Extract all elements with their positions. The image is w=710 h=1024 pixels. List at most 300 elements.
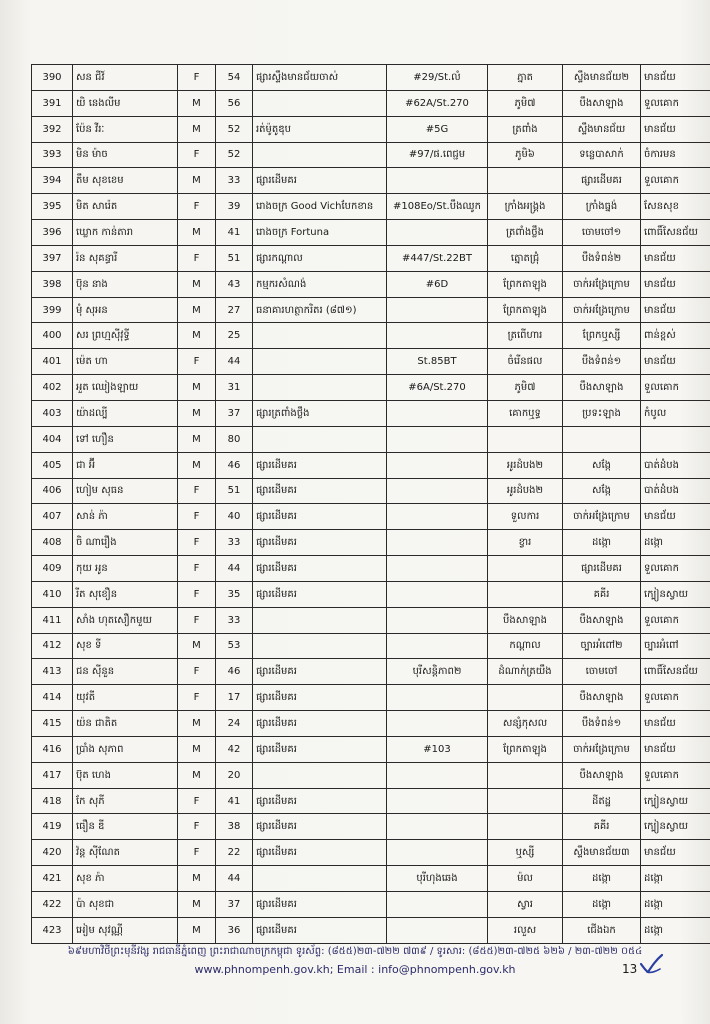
cell-workplace: ផ្សារដើមគរ	[253, 504, 387, 530]
cell-district	[641, 426, 710, 452]
cell-age: 25	[216, 323, 253, 349]
cell-village	[488, 556, 563, 582]
cell-commune: បឹងសាឡាង	[563, 90, 641, 116]
cell-row-number: 399	[32, 297, 73, 323]
cell-person-name: យ៉ាដល្បី	[73, 400, 178, 426]
cell-district: កំបូល	[641, 400, 710, 426]
cell-house-number: #5G	[387, 116, 488, 142]
cell-age: 42	[216, 736, 253, 762]
cell-village	[488, 685, 563, 711]
cell-district: សែនសុខ	[641, 194, 710, 220]
table-row	[32, 220, 710, 246]
cell-district: ក្បៀនស្វាយ	[641, 814, 710, 840]
cell-village	[488, 814, 563, 840]
cell-row-number: 414	[32, 685, 73, 711]
cell-age: 27	[216, 297, 253, 323]
cell-house-number	[387, 220, 488, 246]
cell-row-number: 401	[32, 349, 73, 375]
cell-row-number: 391	[32, 90, 73, 116]
cell-commune: ចោមចៅ	[563, 659, 641, 685]
cell-village: អូរដំបង២	[488, 478, 563, 504]
cell-person-name: កែ សុភី	[73, 788, 178, 814]
cell-district: មានជ័យ	[641, 245, 710, 271]
cell-workplace: ផ្សារដើមគរ	[253, 917, 387, 943]
cell-age: 51	[216, 478, 253, 504]
cell-district: ទួលគោក	[641, 762, 710, 788]
cell-age: 53	[216, 633, 253, 659]
cell-row-number: 413	[32, 659, 73, 685]
cell-person-name: មុំ សុអន	[73, 297, 178, 323]
cell-sex: M	[178, 452, 216, 478]
cell-age: 40	[216, 504, 253, 530]
cell-person-name: អៀម សុវណ្ណី	[73, 917, 178, 943]
cell-sex: M	[178, 116, 216, 142]
cell-person-name: ប៊ុន នាង	[73, 271, 178, 297]
cell-sex: F	[178, 685, 216, 711]
cell-person-name: មិត សារ៉េត	[73, 194, 178, 220]
cell-house-number: #447/St.22BT	[387, 245, 488, 271]
cell-village: ក្រាំងអង្គ្រង	[488, 194, 563, 220]
cell-village	[488, 581, 563, 607]
table-row	[32, 194, 710, 220]
cell-row-number: 397	[32, 245, 73, 271]
cell-village	[488, 426, 563, 452]
cell-age: 20	[216, 762, 253, 788]
cell-sex: F	[178, 245, 216, 271]
cell-workplace: ផ្សារដើមគរ	[253, 814, 387, 840]
footer-address: ៦៩មហាវិថីព្រះមុនីវង្ស រាជធានីភ្នំពេញ ព្រះរាជាណាចក្រកម្ពុជា ទូរស័ព្ទ: (៨៥៥)២៣-៧២២ ៧៣៩ / ទូរសារ: (៨៥៥)២៣-៧២៥ ៦២៦ / ២៣-៧២២ ០៥៤	[67, 946, 643, 957]
cell-person-name: ឃ្លោក កាន់តារា	[73, 220, 178, 246]
cell-house-number	[387, 685, 488, 711]
table-row	[32, 814, 710, 840]
cell-sex: M	[178, 711, 216, 737]
table-row	[32, 504, 710, 530]
cell-commune: ដង្កោ	[563, 530, 641, 556]
cell-district: ទួលគោក	[641, 90, 710, 116]
cell-house-number: #103	[387, 736, 488, 762]
cell-district: ពោធិ៍សែនជ័យ	[641, 659, 710, 685]
cell-person-name: សន ជីវ៍	[73, 65, 178, 91]
cell-district: ច្បារអំពៅ	[641, 633, 710, 659]
cell-house-number	[387, 762, 488, 788]
cell-district: មានជ័យ	[641, 116, 710, 142]
table-row	[32, 607, 710, 633]
cell-workplace	[253, 323, 387, 349]
cell-row-number: 415	[32, 711, 73, 737]
cell-house-number: #6D	[387, 271, 488, 297]
cell-person-name: សាន់ ភ៉ា	[73, 504, 178, 530]
cell-commune: ស្ទឹងមានជ័យ២	[563, 65, 641, 91]
table-row	[32, 297, 710, 323]
cell-row-number: 416	[32, 736, 73, 762]
cell-house-number: #97/ផ.ពេជ្ជម	[387, 142, 488, 168]
cell-person-name: ធឿន ឌី	[73, 814, 178, 840]
cell-age: 51	[216, 245, 253, 271]
cell-sex: F	[178, 840, 216, 866]
cell-house-number	[387, 840, 488, 866]
table-row	[32, 788, 710, 814]
table-row	[32, 633, 710, 659]
cell-house-number	[387, 478, 488, 504]
cell-person-name: ជា អ៊ី	[73, 452, 178, 478]
cell-commune	[563, 426, 641, 452]
cell-sex: F	[178, 530, 216, 556]
cell-district: ចំការមន	[641, 142, 710, 168]
cell-commune: ដង្កោ	[563, 892, 641, 918]
cell-workplace: រោងចក្រ Fortuna	[253, 220, 387, 246]
cell-house-number	[387, 426, 488, 452]
cell-village: ដំណាក់ត្រយឹង	[488, 659, 563, 685]
cell-village: ព្រែកតាឡុង	[488, 736, 563, 762]
cell-age: 52	[216, 142, 253, 168]
cell-row-number: 410	[32, 581, 73, 607]
cell-district: មានជ័យ	[641, 736, 710, 762]
cell-age: 43	[216, 271, 253, 297]
cell-age: 46	[216, 659, 253, 685]
cell-house-number	[387, 400, 488, 426]
cell-village: ខ្វារ	[488, 530, 563, 556]
cell-row-number: 406	[32, 478, 73, 504]
cell-village: ភូមិ៧	[488, 375, 563, 401]
cell-sex: M	[178, 375, 216, 401]
cell-workplace	[253, 349, 387, 375]
cell-workplace	[253, 375, 387, 401]
cell-village	[488, 168, 563, 194]
cell-house-number	[387, 504, 488, 530]
cell-row-number: 398	[32, 271, 73, 297]
cell-village: ឬស្សី	[488, 840, 563, 866]
cell-age: 54	[216, 65, 253, 91]
cell-row-number: 411	[32, 607, 73, 633]
cell-district: ដង្កោ	[641, 892, 710, 918]
cell-village: ត្នោតជ្រុំ	[488, 245, 563, 271]
cell-sex: F	[178, 788, 216, 814]
table-row	[32, 711, 710, 737]
cell-sex: F	[178, 814, 216, 840]
cell-workplace: រត់ម៉ូតូឌុប	[253, 116, 387, 142]
cell-workplace: ផ្សារដើមគរ	[253, 659, 387, 685]
cell-row-number: 402	[32, 375, 73, 401]
cell-person-name: វ៉ន្ត ស៊ីណែត	[73, 840, 178, 866]
cell-house-number: បុរីហុងឆេង	[387, 866, 488, 892]
cell-age: 41	[216, 788, 253, 814]
cell-sex: M	[178, 297, 216, 323]
cell-workplace: ផ្សារដើមគរ	[253, 556, 387, 582]
cell-commune: ដង្កោ	[563, 866, 641, 892]
cell-house-number	[387, 297, 488, 323]
cell-row-number: 418	[32, 788, 73, 814]
cell-district: មានជ័យ	[641, 65, 710, 91]
cell-house-number: #108Eo/St.បឹងឈូក	[387, 194, 488, 220]
cell-house-number: #62A/St.270	[387, 90, 488, 116]
cell-row-number: 412	[32, 633, 73, 659]
cell-village	[488, 788, 563, 814]
cell-commune: ចោមចៅ១	[563, 220, 641, 246]
cell-person-name: យ៉ន ជាតិត	[73, 711, 178, 737]
cell-house-number: បុរីសន្តិភាព២	[387, 659, 488, 685]
cell-commune: ផ្សារដើមគរ	[563, 168, 641, 194]
cell-commune: បឹងទំពន់១	[563, 711, 641, 737]
cell-sex: M	[178, 271, 216, 297]
cell-age: 37	[216, 892, 253, 918]
cell-village: គោកឬទ្ធ	[488, 400, 563, 426]
cell-row-number: 400	[32, 323, 73, 349]
page-number: 13	[622, 962, 638, 976]
cell-sex: M	[178, 220, 216, 246]
cell-village: ត្រពាំងថ្លឹង	[488, 220, 563, 246]
cell-commune: បឹងសាឡាង	[563, 375, 641, 401]
cell-village: ត្រពាំង	[488, 116, 563, 142]
cell-village: ព្រែកតាឡុង	[488, 297, 563, 323]
cell-sex: M	[178, 90, 216, 116]
cell-age: 33	[216, 168, 253, 194]
cell-commune: គគីរ	[563, 814, 641, 840]
cell-commune: បឹងទំពន់១	[563, 349, 641, 375]
records-table-body	[32, 65, 710, 944]
cell-village: បឹងសាឡាង	[488, 607, 563, 633]
cell-sex: F	[178, 194, 216, 220]
cell-commune: ស្ទឹងមានជ័យ៣	[563, 840, 641, 866]
cell-district: បាត់ដំបង	[641, 478, 710, 504]
cell-house-number	[387, 814, 488, 840]
cell-workplace: ផ្សារដើមគរ	[253, 530, 387, 556]
cell-sex: M	[178, 736, 216, 762]
cell-district: បាត់ដំបង	[641, 452, 710, 478]
cell-district: មានជ័យ	[641, 711, 710, 737]
cell-workplace	[253, 426, 387, 452]
cell-commune: ចាក់អង្រែក្រោម	[563, 297, 641, 323]
cell-workplace: កម្មករសំណង់	[253, 271, 387, 297]
cell-house-number	[387, 556, 488, 582]
cell-sex: M	[178, 400, 216, 426]
cell-age: 56	[216, 90, 253, 116]
cell-age: 22	[216, 840, 253, 866]
cell-commune: បឹងសាឡាង	[563, 685, 641, 711]
cell-district: ដង្កោ	[641, 530, 710, 556]
cell-commune: ជើងឯក	[563, 917, 641, 943]
cell-person-name: មិន ម៉ាច	[73, 142, 178, 168]
cell-workplace: ផ្សារដើមគរ	[253, 736, 387, 762]
cell-workplace: ផ្សារដើមគរ	[253, 788, 387, 814]
signature-check-icon	[638, 952, 664, 974]
cell-person-name: សុខ ទី	[73, 633, 178, 659]
cell-district: ទួលគោក	[641, 607, 710, 633]
cell-house-number	[387, 711, 488, 737]
cell-sex: M	[178, 866, 216, 892]
cell-workplace	[253, 142, 387, 168]
cell-house-number	[387, 633, 488, 659]
cell-row-number: 393	[32, 142, 73, 168]
cell-village: អូរដំបង២	[488, 452, 563, 478]
cell-district: ពោធិ៍សែនជ័យ	[641, 220, 710, 246]
cell-row-number: 404	[32, 426, 73, 452]
cell-district: មានជ័យ	[641, 840, 710, 866]
cell-district: ក្បៀនស្វាយ	[641, 581, 710, 607]
cell-workplace: ផ្សារដើមគរ	[253, 840, 387, 866]
cell-person-name: អួត ឈៀងឡាយ	[73, 375, 178, 401]
cell-district: ទួលគោក	[641, 556, 710, 582]
cell-workplace: ផ្សារដើមគរ	[253, 711, 387, 737]
cell-house-number: #6A/St.270	[387, 375, 488, 401]
cell-workplace: ផ្សារកណ្តាល	[253, 245, 387, 271]
cell-row-number: 417	[32, 762, 73, 788]
cell-sex: F	[178, 504, 216, 530]
table-row	[32, 762, 710, 788]
cell-person-name: ទៅ ហឿន	[73, 426, 178, 452]
cell-row-number: 403	[32, 400, 73, 426]
cell-sex: F	[178, 65, 216, 91]
cell-row-number: 420	[32, 840, 73, 866]
cell-person-name: ម៉េត ហា	[73, 349, 178, 375]
cell-workplace: ផ្សារត្រពាំងថ្លឹង	[253, 400, 387, 426]
cell-house-number	[387, 581, 488, 607]
cell-row-number: 392	[32, 116, 73, 142]
cell-commune: ចាក់អង្រែក្រោម	[563, 504, 641, 530]
cell-workplace: ផ្សារដើមគរ	[253, 168, 387, 194]
table-row	[32, 892, 710, 918]
cell-person-name: ប៉ែន វីរៈ	[73, 116, 178, 142]
cell-house-number: #29/St.លំ	[387, 65, 488, 91]
table-row	[32, 271, 710, 297]
cell-sex: M	[178, 633, 216, 659]
table-row	[32, 659, 710, 685]
table-row	[32, 349, 710, 375]
cell-district: ដង្កោ	[641, 917, 710, 943]
cell-village: រលួស	[488, 917, 563, 943]
cell-age: 33	[216, 530, 253, 556]
cell-sex: M	[178, 762, 216, 788]
cell-workplace: ផ្សារដើមគរ	[253, 892, 387, 918]
cell-house-number	[387, 892, 488, 918]
cell-person-name: សរ ព្រហ្មស៊ីវុទ្ធី	[73, 323, 178, 349]
cell-house-number	[387, 452, 488, 478]
cell-workplace: ផ្សារដើមគរ	[253, 452, 387, 478]
cell-age: 31	[216, 375, 253, 401]
cell-person-name: ប៉ា សុខជា	[73, 892, 178, 918]
cell-age: 37	[216, 400, 253, 426]
footer-contact: www.phnompenh.gov.kh; Email : info@phnompenh.gov.kh	[194, 963, 516, 976]
cell-person-name: សុខ ភ៉ា	[73, 866, 178, 892]
cell-commune: គគីរ	[563, 581, 641, 607]
cell-person-name: ប្រាំង សុភាព	[73, 736, 178, 762]
table-row	[32, 116, 710, 142]
table-row	[32, 840, 710, 866]
cell-house-number	[387, 917, 488, 943]
table-row	[32, 90, 710, 116]
cell-village: ភូមិ៦	[488, 142, 563, 168]
cell-row-number: 422	[32, 892, 73, 918]
cell-sex: F	[178, 478, 216, 504]
cell-sex: F	[178, 659, 216, 685]
cell-house-number: St.85BT	[387, 349, 488, 375]
cell-age: 44	[216, 349, 253, 375]
cell-district: ទួលគោក	[641, 685, 710, 711]
cell-person-name: តឹម សុខខេម	[73, 168, 178, 194]
cell-row-number: 390	[32, 65, 73, 91]
cell-commune: ច្បារអំពៅ២	[563, 633, 641, 659]
cell-commune: ក្រាំងធ្នង់	[563, 194, 641, 220]
cell-sex: F	[178, 142, 216, 168]
cell-village: ព្រែកតាឡុង	[488, 271, 563, 297]
cell-commune: បឹងទំពន់២	[563, 245, 641, 271]
table-row	[32, 323, 710, 349]
table-row	[32, 375, 710, 401]
cell-workplace	[253, 866, 387, 892]
cell-commune: ចាក់អង្រែក្រោម	[563, 271, 641, 297]
cell-house-number	[387, 530, 488, 556]
cell-sex: F	[178, 607, 216, 633]
cell-commune: ស្ទឹងមានជ័យ	[563, 116, 641, 142]
cell-village: សន្សំកុសល	[488, 711, 563, 737]
table-row	[32, 168, 710, 194]
table-row	[32, 736, 710, 762]
cell-age: 39	[216, 194, 253, 220]
cell-workplace	[253, 633, 387, 659]
table-row	[32, 142, 710, 168]
table-row	[32, 866, 710, 892]
cell-sex: M	[178, 426, 216, 452]
cell-workplace	[253, 90, 387, 116]
cell-workplace: ផ្សារដើមគរ	[253, 581, 387, 607]
cell-village	[488, 762, 563, 788]
table-row	[32, 245, 710, 271]
table-row	[32, 530, 710, 556]
table-row	[32, 400, 710, 426]
records-table	[31, 64, 710, 944]
cell-sex: M	[178, 168, 216, 194]
table-row	[32, 452, 710, 478]
cell-district: ដង្កោ	[641, 866, 710, 892]
cell-person-name: យិ នេងលីម	[73, 90, 178, 116]
cell-sex: M	[178, 892, 216, 918]
cell-row-number: 396	[32, 220, 73, 246]
cell-workplace: ផ្សារដើមគរ	[253, 478, 387, 504]
cell-person-name: ប៊ុត ហេង	[73, 762, 178, 788]
table-row	[32, 478, 710, 504]
cell-house-number	[387, 607, 488, 633]
cell-house-number	[387, 168, 488, 194]
cell-row-number: 395	[32, 194, 73, 220]
cell-village: ស្វារ	[488, 892, 563, 918]
cell-commune: ប្រទះឡាង	[563, 400, 641, 426]
cell-district: ទួលគោក	[641, 375, 710, 401]
cell-age: 52	[216, 116, 253, 142]
cell-workplace	[253, 607, 387, 633]
cell-workplace: ធនាគារហត្ថាករិតរ (៨៧១)	[253, 297, 387, 323]
cell-age: 33	[216, 607, 253, 633]
cell-workplace: ផ្សារស្ទឹងមានជ័យចាស់	[253, 65, 387, 91]
cell-village: ភ្នាត	[488, 65, 563, 91]
cell-commune: ទន្លេបាសាក់	[563, 142, 641, 168]
cell-workplace: ផ្សារដើមគរ	[253, 685, 387, 711]
cell-village: ចំរើនផល	[488, 349, 563, 375]
cell-commune: ផ្សារដើមគរ	[563, 556, 641, 582]
cell-row-number: 409	[32, 556, 73, 582]
cell-age: 44	[216, 866, 253, 892]
cell-village: កណ្តាល	[488, 633, 563, 659]
cell-age: 41	[216, 220, 253, 246]
cell-commune: ចាក់អង្រែក្រោម	[563, 736, 641, 762]
cell-person-name: រីត សុខឿន	[73, 581, 178, 607]
cell-house-number	[387, 788, 488, 814]
cell-row-number: 419	[32, 814, 73, 840]
cell-age: 44	[216, 556, 253, 582]
cell-village: ត្រពើហារ	[488, 323, 563, 349]
cell-district: ពាន់ខ្ពស់	[641, 323, 710, 349]
cell-district: ទួលគោក	[641, 168, 710, 194]
cell-sex: F	[178, 349, 216, 375]
cell-person-name: សាំង ហុតសឿកមួយ	[73, 607, 178, 633]
